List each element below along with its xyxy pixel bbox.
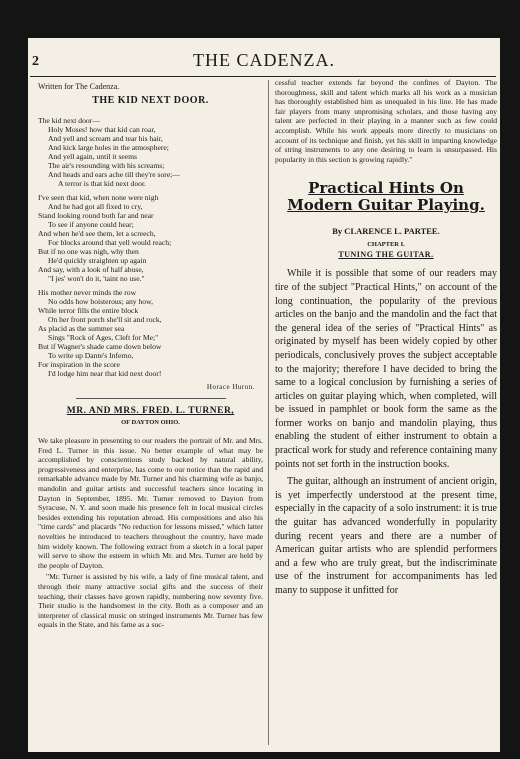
poem-line: And say, with a look of half abuse, xyxy=(38,265,144,274)
poem-line: On her front porch she'll sit and rock, xyxy=(48,315,162,324)
page-number: 2 xyxy=(32,54,39,69)
poem-line: "I jes' won't do it, 'taint no use." xyxy=(48,274,145,283)
poem-line: But if no one was nigh, why then xyxy=(38,247,139,256)
poem-line: The kid next door— xyxy=(38,116,100,125)
poem-line: While terror fills the entire block xyxy=(38,306,139,315)
turner-continued: cessful teacher extends far beyond the confines of Dayton. The thoroughness, skill and talent which marks all his work as a musician has thoroughly established him as unequaled in his line. He has made fair players from many unpromising scholars, and those having any talent are perfected in their playing in a manner such as few could accomplish. While his work appeals more directly to musicians on account of its technique and finish, yet his skill in imparting knowledge of string instruments to any one desiring to learn is unsurpassed. His popularity in this section is growing rapidly." xyxy=(275,78,497,164)
chapter-label: CHAPTER I. xyxy=(367,241,405,249)
left-column xyxy=(38,78,263,630)
poem-line: The air's resounding with his screams; xyxy=(48,161,165,170)
page-header xyxy=(28,44,500,74)
poem-line: And yell again, until it seems xyxy=(48,152,138,161)
poem-stanza xyxy=(38,193,263,283)
poem-author: Horace Huron. xyxy=(206,383,255,391)
poem xyxy=(38,116,263,378)
poem-line: But if Wagner's shade came down below xyxy=(38,342,162,351)
magazine-title: THE CADENZA. xyxy=(193,50,335,70)
poem-title: THE KID NEXT DOOR. xyxy=(92,95,209,106)
article-subtitle: OF DAYTON OHIO. xyxy=(121,419,180,426)
column-divider xyxy=(268,80,269,745)
turner-paragraph: "Mr. Turner is assisted by his wife, a lady of fine musical talent, and through their many attractive social gifts and the success of their teaching, their classes have grown rapidly, numbering now seventy five. Their studio is the handsomest in the city. Both as a composer and an interpreter of classical music on stringed instruments Mr. Turner has few equals in the State, and his fame as a suc- xyxy=(38,572,263,630)
guitar-paragraph: The guitar, although an instrument of ancient origin, is yet imperfectly understood at the present time, especially in the capacity of a solo instrument: it is true the guitar has advanced wonderfully in popularity during recent years and there are a number of American guitar artists who are splendid performers and a few who are truly great, but the indiscriminate use of the instrument for accompaniments has led many to suppose it unfitted for xyxy=(275,476,497,596)
header-rule xyxy=(30,76,496,77)
poem-line: I'd lodge him near that kid next door! xyxy=(48,369,162,378)
poem-line: To write up Dante's Inferno, xyxy=(48,351,134,360)
poem-line: For inspiration in the score xyxy=(38,360,120,369)
section-divider xyxy=(76,398,226,399)
guitar-paragraph: While it is possible that some of our readers may tire of the subject "Practical Hints," on account of the long continuation, the popularity of the previous articles on the banjo and the mandolin and the fact that the general idea of the series of "Practical Hints" as originated by myself has been widely copied by other periodicals, conclusively proves the subject acceptable to the majority; therefore I have decided to bring the same to a logical conclusion by furnishing a series of articles on guitar playing which, when completed, will be issued in pamphlet or book form the same as the former works on banjo and mandolin playing, thus enabling the student of either instrument to obtain a practical work for study and reference containing many points not set forth in the instruction books. xyxy=(275,268,497,470)
poem-line: His mother never minds the row xyxy=(38,288,137,297)
written-for-note: Written for The Cadenza. xyxy=(38,82,120,91)
guitar-article-title: Practical Hints On Modern Guitar Playing. xyxy=(287,179,485,215)
poem-line: To see if anyone could hear; xyxy=(48,220,134,229)
poem-stanza xyxy=(38,288,263,378)
poem-line: As placid as the summer sea xyxy=(38,324,125,333)
poem-line: A terror is that kid next door. xyxy=(58,179,146,188)
poem-line: He'd quickly straighten up again xyxy=(48,256,147,265)
right-column xyxy=(275,78,497,598)
chapter-title: TUNING THE GUITAR. xyxy=(338,250,434,260)
poem-line: No odds how boisterous; any how, xyxy=(48,297,153,306)
poem-stanza xyxy=(38,116,263,188)
article-title-turner: MR. AND MRS. FRED. L. TURNER, xyxy=(66,406,235,416)
poem-line: And when he'd see them, let a screech, xyxy=(38,229,156,238)
poem-line: And kick large holes in the atmosphere; xyxy=(48,143,169,152)
poem-line: I've seen that kid, when none were nigh xyxy=(38,193,159,202)
poem-line: And yell and scream and tear his hair, xyxy=(48,134,163,143)
poem-line: For blocks around that yell would reach; xyxy=(48,238,172,247)
poem-line: Stand looking round both far and near xyxy=(38,211,154,220)
poem-line: Holy Moses! how that kid can roar, xyxy=(48,125,156,134)
magazine-page xyxy=(28,38,500,752)
poem-line: And heads and ears ache till they're sore;— xyxy=(48,170,180,179)
poem-line: And he had got all fixed to cry, xyxy=(48,202,143,211)
turner-paragraph: We take pleasure in presenting to our readers the portrait of Mr. and Mrs. Fred L. Turner in this issue. No better example of what may be accomplished by conscientious study backed by natural ability, progressiveness and enterprise, has come to our notice than the rapid and remarkable advance made by Mr. Turner and his charming wife as banjo, mandolin and guitar artists and successful teachers since locating in Dayton in September, 1895. Mr. Turner removed to Dayton from Syracuse, N. Y. and soon made his presence felt in local musical circles besides extending his reputation abroad. His compositions and also his "time cards" and placards "No reduction for lessons missed," which latter novelties he introduced to teachers throughout the country, have made him widely known. The following extract from a sketch in a local paper will serve to show the esteem in which Mr. and Mrs. Turner are held by the people of Dayton. xyxy=(38,436,263,570)
byline: By CLARENCE L. PARTEE. xyxy=(332,226,440,237)
poem-line: Sings "Rock of Ages, Cleft for Me;" xyxy=(48,333,159,342)
